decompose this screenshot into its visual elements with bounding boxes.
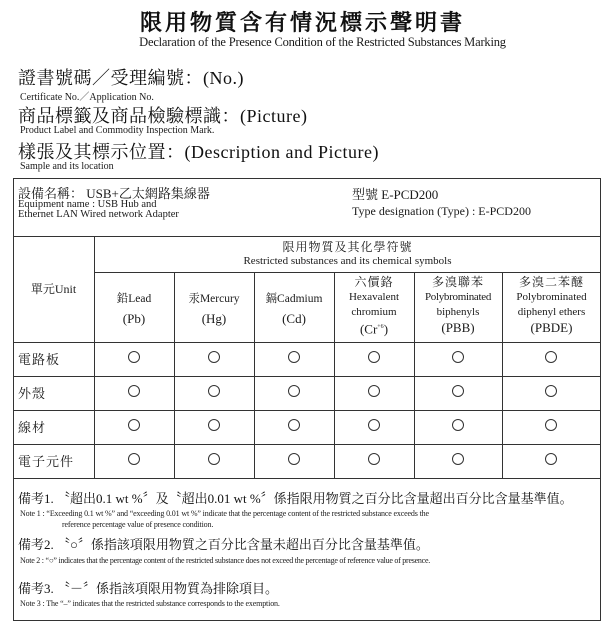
column-header-cadmium	[254, 290, 334, 328]
divider	[13, 444, 601, 445]
presence-mark-circle	[368, 453, 380, 465]
column-header-line: biphenyls	[436, 306, 480, 318]
presence-mark-circle	[452, 419, 464, 431]
sample-location-en: Sample and its location	[20, 161, 114, 172]
column-header-mercury	[174, 290, 254, 328]
equipment-name-zh: 設備名稱： USB+乙太網路集線器	[18, 186, 210, 201]
unit-header: 單元Unit	[30, 282, 77, 296]
substances-header-en: Restricted substances and its chemical symbols	[243, 255, 452, 267]
presence-mark-circle	[128, 385, 140, 397]
column-header-line: (Hg)	[201, 311, 227, 326]
divider	[13, 376, 601, 377]
symbol-superscript: +6	[377, 324, 384, 330]
column-header-line: 六價鉻	[354, 275, 394, 289]
presence-mark-circle	[368, 351, 380, 363]
column-header-line: diphenyl ethers	[517, 306, 586, 318]
column-header-line: 鎘Cadmium	[265, 293, 323, 305]
divider	[13, 478, 601, 479]
presence-mark-circle	[208, 419, 220, 431]
presence-mark-circle	[208, 453, 220, 465]
certificate-no-label-zh: 證書號碼／受理編號：(No.)	[18, 68, 244, 88]
row-unit-label: 線材	[18, 420, 47, 435]
symbol-text: (Cr	[359, 321, 378, 337]
column-header-line: Hexavalent	[348, 291, 400, 303]
presence-mark-circle	[545, 453, 557, 465]
presence-mark-circle	[452, 351, 464, 363]
column-header-line: (PBB)	[441, 320, 475, 335]
column-header-pbb	[414, 275, 502, 335]
row-unit-label: 電子元件	[18, 454, 75, 469]
presence-mark-circle	[208, 351, 220, 363]
column-header-line: 多溴聯苯	[431, 275, 484, 289]
row-unit-label: 外殼	[18, 386, 47, 401]
presence-mark-circle	[368, 385, 380, 397]
equipment-name-en-line2: Ethernet LAN Wired network Adapter	[18, 209, 179, 220]
note-1-zh: 備考1. 〝超出0.1 wt %〞及〝超出0.01 wt %〞係指限用物質之百分比含量超出百分比含量基準值。	[18, 491, 573, 506]
product-label-zh: 商品標籤及商品檢驗標識：(Picture)	[18, 106, 308, 126]
column-header-line: 多溴二苯醚	[518, 275, 584, 289]
sample-location-zh: 樣張及其標示位置：(Description and Picture)	[18, 142, 379, 162]
note-2-zh: 備考2. 〝○〞係指該項限用物質之百分比含量未超出百分比含量基準值。	[18, 537, 429, 552]
column-header-line: 鉛Lead	[116, 293, 152, 305]
document-title-zh: 限用物質含有情況標示聲明書	[139, 10, 465, 35]
presence-mark-circle	[452, 385, 464, 397]
product-label-en: Product Label and Commodity Inspection Mark.	[20, 125, 215, 136]
presence-mark-circle	[368, 419, 380, 431]
presence-mark-circle	[128, 351, 140, 363]
note-1-en-cont: reference percentage value of presence condition.	[62, 520, 214, 529]
column-header-line: (PBDE)	[530, 320, 573, 335]
row-unit-label: 電路板	[18, 352, 61, 367]
presence-mark-circle	[128, 419, 140, 431]
presence-mark-circle	[288, 385, 300, 397]
note-3-en: Note 3 : The “–” indicates that the restricted substance corresponds to the exemption.	[20, 599, 280, 608]
note-1-en: Note 1 : “Exceeding 0.1 wt %” and “exceeding 0.01 wt %” indicate that the percentage content of the restricted substance exceeds the	[20, 509, 429, 518]
equipment-name-en	[18, 200, 179, 220]
column-header-lead	[94, 290, 174, 328]
note-2-en: Note 2 : “○” indicates that the percentage content of the restricted substance does not exceed the percentage of reference value of presence.	[20, 556, 431, 565]
column-header-pbde	[502, 275, 601, 335]
substances-header-zh: 限用物質及其化學符號	[282, 240, 413, 254]
equipment-name-en-line1: Equipment name : USB Hub and	[18, 199, 157, 210]
divider	[13, 410, 601, 411]
type-designation-en: Type designation (Type) : E-PCD200	[352, 204, 531, 218]
column-header-line: (Pb)	[122, 311, 146, 326]
column-header-line: 汞Mercury	[188, 293, 240, 305]
divider	[13, 236, 601, 237]
column-header-line: Polybrominated	[516, 291, 587, 303]
column-header-line	[334, 320, 414, 336]
column-header-hexavalent-chromium	[334, 275, 414, 336]
symbol-text: )	[383, 321, 389, 337]
presence-mark-circle	[288, 419, 300, 431]
presence-mark-circle	[545, 351, 557, 363]
column-header-line: chromium	[351, 306, 397, 318]
presence-mark-circle	[128, 453, 140, 465]
column-header-line: (Cd)	[282, 311, 306, 326]
column-header-line: Polybrominated	[424, 291, 492, 303]
presence-mark-circle	[545, 385, 557, 397]
certificate-no-label-en: Certificate No.／Application No.	[20, 92, 154, 103]
divider	[94, 272, 601, 273]
presence-mark-circle	[452, 453, 464, 465]
note-3-zh: 備考3. 〝－〞係指該項限用物質為排除項目。	[18, 581, 279, 596]
presence-mark-circle	[545, 419, 557, 431]
presence-mark-circle	[288, 351, 300, 363]
divider	[94, 236, 95, 478]
document-title-en: Declaration of the Presence Condition of the Restricted Substances Marking	[139, 35, 506, 49]
presence-mark-circle	[208, 385, 220, 397]
divider	[13, 342, 601, 343]
type-designation-zh: 型號 E-PCD200	[352, 187, 439, 202]
presence-mark-circle	[288, 453, 300, 465]
